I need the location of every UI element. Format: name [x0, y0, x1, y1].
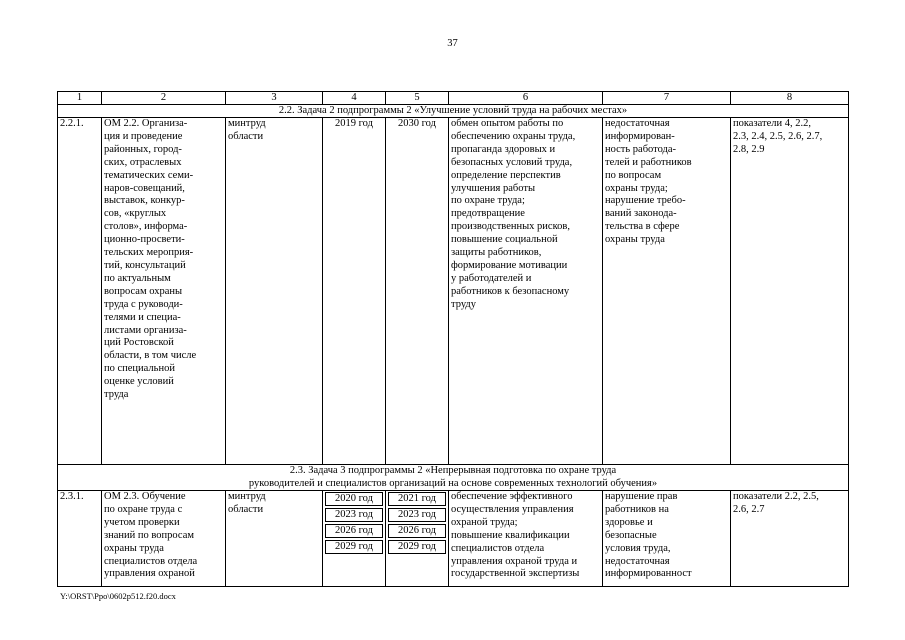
result-text: обмен опытом работы по обеспечению охраны труда, пропаганда здоровых и безопасных условий труда, определение перспектив улучшения работы по охране труда; предотвращение производственных рисков, повышение социальной защиты работников, формирование мотивации у работодателей и работников к безопасному труду	[451, 118, 576, 310]
header-cell: 5	[386, 92, 449, 105]
start-year: 2023 год	[325, 508, 383, 522]
section-row	[58, 104, 849, 118]
header-cell: 1	[58, 92, 102, 105]
result-cell	[449, 491, 603, 587]
section-title: 2.2. Задача 2 подпрограммы 2 «Улучшение условий труда на рабочих местах»	[58, 104, 849, 118]
activity-cell	[102, 491, 226, 587]
row-number: 2.2.1.	[58, 118, 102, 465]
start-year: 2020 год	[325, 492, 383, 506]
end-year: 2026 год	[388, 524, 446, 538]
executor-cell	[226, 491, 323, 587]
page-number: 37	[447, 38, 458, 49]
start-year: 2029 год	[325, 540, 383, 554]
start-year: 2019 год	[323, 118, 386, 465]
executor-cell	[226, 118, 323, 465]
table-row	[58, 118, 849, 465]
indicators-cell	[731, 491, 849, 587]
header-cell: 8	[731, 92, 849, 105]
header-cell: 4	[323, 92, 386, 105]
activity-text: ОМ 2.2. Организа- ция и проведение районных, город- ских, отраслевых тематических семи- наров-совещаний, выставок, конкур- сов, «круглых столов», информа- ционно-просвети- тельских мероприя- тий, консультаций по актуальным вопросам охраны труда с руководи- телями и специа- листами организа- ций Ростовской области, в том числе по специальной оценке условий труда	[104, 118, 197, 401]
end-year: 2023 год	[388, 508, 446, 522]
section-row	[58, 465, 849, 491]
start-year: 2026 год	[325, 524, 383, 538]
section-title	[58, 465, 849, 491]
header-cell: 2	[102, 92, 226, 105]
indicators-text: показатели 2.2, 2.5, 2.6, 2.7	[733, 491, 819, 515]
file-path-footer: Y:\ORST\Ppo\0602p512.f20.docx	[60, 591, 176, 601]
table-row	[58, 491, 849, 587]
end-year: 2021 год	[388, 492, 446, 506]
result-cell	[449, 118, 603, 465]
consequences-cell	[603, 118, 731, 465]
indicators-text: показатели 4, 2.2, 2.3, 2.4, 2.5, 2.6, 2.7, 2.8, 2.9	[733, 118, 823, 155]
consequences-text: недостаточная информирован- ность работода- телей и работников по вопросам охраны труда; нарушение требо- ваний законода- тельства в сфере охраны труда	[605, 118, 692, 246]
header-cell: 6	[449, 92, 603, 105]
end-year: 2030 год	[386, 118, 449, 465]
end-years-cell	[386, 491, 449, 587]
executor-text: минтруд области	[228, 118, 266, 142]
executor-text: минтруд области	[228, 491, 266, 515]
end-year: 2029 год	[388, 540, 446, 554]
section-title-text: 2.3. Задача 3 подпрограммы 2 «Непрерывная подготовка по охране труда руководителей и специалистов организаций на основе современных технологий обучения»	[248, 465, 658, 489]
consequences-text: нарушение прав работников на здоровье и безопасные условия труда, недостаточная информированност	[605, 491, 692, 580]
indicators-cell	[731, 118, 849, 465]
consequences-cell	[603, 491, 731, 587]
header-cell: 7	[603, 92, 731, 105]
activity-cell	[102, 118, 226, 465]
header-cell: 3	[226, 92, 323, 105]
row-number: 2.3.1.	[58, 491, 102, 587]
program-table	[57, 91, 849, 587]
start-years-cell	[323, 491, 386, 587]
header-row	[58, 92, 849, 105]
result-text: обеспечение эффективного осуществления управления охраной труда; повышение квалификации специалистов отдела управления охраной труда и государственной экспертизы	[451, 491, 580, 580]
activity-text: ОМ 2.3. Обучение по охране труда с учетом проверки знаний по вопросам охраны труда специалистов отдела управления охраной	[104, 491, 198, 580]
